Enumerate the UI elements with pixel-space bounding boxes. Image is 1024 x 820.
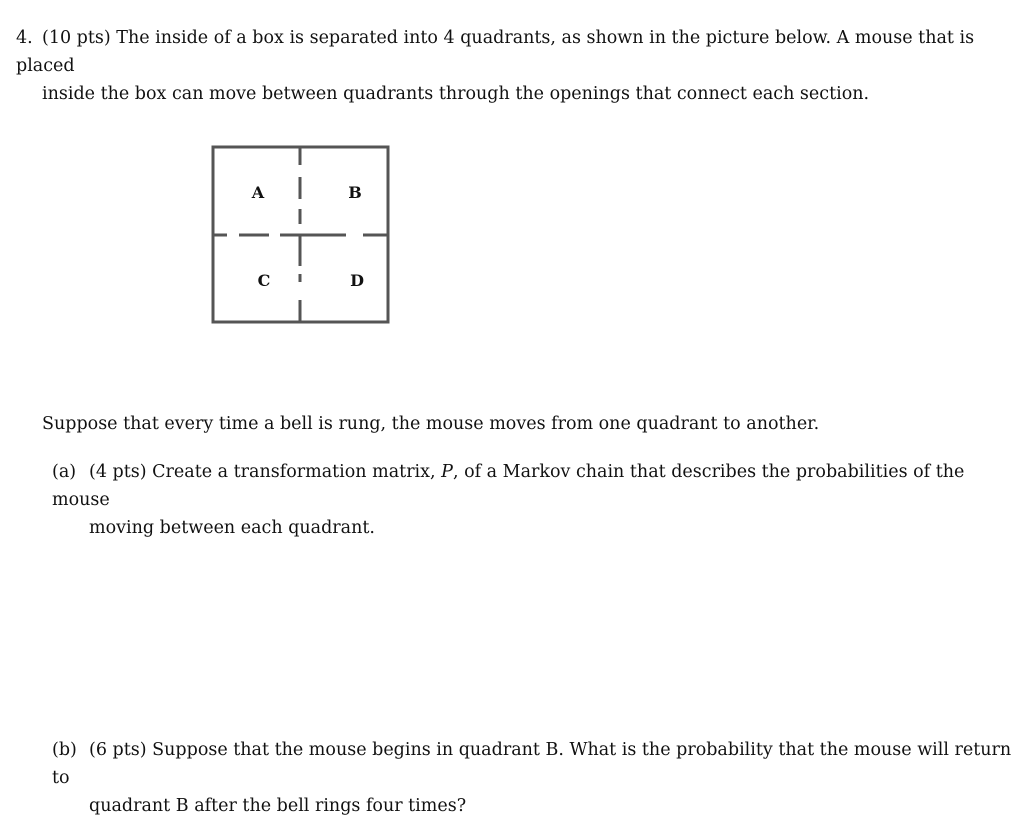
part-a-points: (4 pts) bbox=[89, 462, 147, 482]
setup-text: Suppose that every time a bell is rung, the mouse moves from one quadrant to another. bbox=[42, 414, 820, 434]
quadrant-box-svg bbox=[200, 138, 400, 333]
part-a-text-before: Create a transformation matrix, bbox=[152, 462, 436, 482]
quadrant-label-a: A bbox=[251, 183, 265, 202]
part-b bbox=[52, 736, 1012, 820]
part-a-line-1 bbox=[52, 458, 1012, 514]
quadrant-label-b: B bbox=[348, 183, 362, 202]
part-a-label: (a) bbox=[52, 462, 77, 482]
question-number: 4. bbox=[16, 28, 33, 48]
part-b-text-line-1: Suppose that the mouse begins in quadrant B. What is the probability that the mouse will return to bbox=[52, 740, 1012, 788]
question-4 bbox=[16, 24, 1011, 108]
question-text-line-2: inside the box can move between quadrants through the openings that connect each section. bbox=[42, 84, 870, 104]
part-b-line-2: quadrant B after the bell rings four times? bbox=[89, 796, 467, 816]
question-text-line-1: The inside of a box is separated into 4 quadrants, as shown in the picture below. A mouse that is placed bbox=[16, 28, 975, 76]
part-b-line-1 bbox=[52, 736, 1012, 792]
question-line-1 bbox=[16, 24, 1011, 80]
part-b-label: (b) bbox=[52, 740, 77, 760]
quadrant-box-diagram bbox=[200, 138, 400, 333]
part-b-points: (6 pts) bbox=[89, 740, 147, 760]
quadrant-label-c: C bbox=[257, 271, 271, 290]
part-a-text-after: , of a Markov chain that describes the probabilities of the mouse bbox=[52, 462, 965, 510]
part-a bbox=[52, 458, 1012, 542]
question-points: (10 pts) bbox=[42, 28, 111, 48]
part-a-line-2: moving between each quadrant. bbox=[89, 518, 375, 538]
matrix-variable: P bbox=[441, 462, 453, 482]
quadrant-label-d: D bbox=[350, 271, 364, 290]
